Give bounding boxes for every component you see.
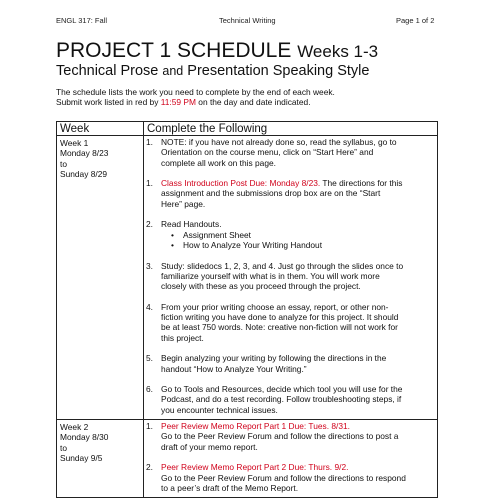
- task-line: Here” page.: [161, 198, 206, 209]
- task-line: Read Handouts.: [161, 219, 222, 230]
- task-line: fiction writing you have done to analyze for this project. It should: [161, 312, 399, 323]
- bullet-icon: •: [171, 239, 174, 250]
- task-line: this project.: [161, 332, 204, 343]
- task-line: Go to Tools and Resources, decide which tool you will use for the: [161, 384, 403, 395]
- task-number: 1.: [146, 137, 153, 147]
- task-line: you encounter technical issues.: [161, 404, 278, 415]
- page-title: [56, 40, 378, 61]
- task-line: Podcast, and do a test recording. Follow troubleshooting steps, if: [161, 394, 402, 405]
- week-label-line: Monday 8/30: [60, 432, 109, 443]
- task-line: Go to the Peer Review Forum and follow the directions to post a: [161, 431, 399, 442]
- task-number: 4.: [146, 301, 153, 312]
- task-text: [161, 353, 435, 374]
- task-item: [146, 302, 435, 343]
- task-text: [161, 261, 435, 292]
- task-text: [161, 384, 435, 415]
- task-line-rest: The directions for this: [320, 178, 403, 189]
- week-label-line: Week 1: [60, 138, 89, 148]
- task-number: 5.: [146, 353, 153, 364]
- bullet-text: How to Analyze Your Writing Handout: [183, 239, 323, 250]
- task-line: closely with these as you proceed through the project.: [161, 281, 361, 292]
- week-label-line: to: [60, 442, 67, 453]
- intro-line-2-end: on the day and date indicated.: [198, 97, 311, 108]
- task-number: 6.: [146, 384, 153, 395]
- task-item: [146, 384, 435, 415]
- task-line: be at least 750 words. Note: creative non-fiction will not work for: [161, 322, 398, 333]
- task-number: 2.: [146, 219, 153, 230]
- week-label-line: Week 2: [60, 422, 89, 433]
- column-header-week: Week: [57, 122, 144, 136]
- task-line: NOTE: if you have not already done so, read the syllabus, go to: [161, 137, 397, 147]
- task-line: Orientation on the course menu, click on “Start Here” and: [161, 147, 374, 158]
- task-item: [146, 178, 435, 209]
- task-number: 1.: [146, 421, 153, 432]
- subtitle-part2: Presentation Speaking Style: [187, 63, 370, 79]
- header-subject: Technical Writing: [219, 16, 276, 25]
- due-date-text: Class Introduction Post Due: Monday 8/23.: [161, 178, 321, 189]
- task-line: complete all work on this page.: [161, 157, 276, 168]
- bullet-icon: •: [171, 229, 174, 240]
- page-subtitle: [56, 64, 369, 79]
- intro-line-2-start: Submit work listed in red by: [56, 97, 159, 108]
- task-text: [161, 462, 435, 493]
- task-line: Study: slidedocs 1, 2, 3, and 4. Just go through the slides once to: [161, 260, 404, 271]
- bullet-item: [171, 230, 435, 240]
- task-number: 2.: [146, 462, 153, 473]
- task-item: [146, 421, 435, 452]
- task-line: [161, 462, 435, 472]
- header-page-number: Page 1 of 2: [396, 16, 435, 25]
- subtitle-part1: Technical Prose: [56, 63, 159, 79]
- title-main: PROJECT 1 SCHEDULE: [56, 39, 292, 62]
- schedule-table: [56, 121, 438, 498]
- task-line: Go to the Peer Review Forum and follow the directions to respond: [161, 472, 406, 483]
- task-line: [161, 421, 435, 431]
- due-date-text: Peer Review Memo Report Part 1 Due: Tues. 8/31.: [161, 421, 350, 432]
- week-1-cell: [57, 136, 144, 420]
- task-text: [161, 178, 435, 209]
- task-number: 3.: [146, 260, 153, 271]
- week-2-cell: [57, 420, 144, 498]
- task-text: [161, 219, 435, 250]
- task-text: [161, 137, 435, 168]
- week-2-tasks: [144, 420, 438, 498]
- task-line: to a peer’s draft of the Memo Report.: [161, 482, 299, 493]
- table-row: [57, 136, 438, 420]
- week-label-line: Monday 8/23: [60, 148, 109, 159]
- task-line: Begin analyzing your writing by following the directions in the: [161, 353, 387, 364]
- intro-deadline-time: 11:59 PM: [160, 97, 196, 108]
- bullet-item: [171, 240, 435, 250]
- table-header-row: [57, 122, 438, 136]
- task-line: [161, 178, 435, 188]
- task-number: 1.: [146, 178, 153, 189]
- task-item: [146, 261, 435, 292]
- bullet-text: Assignment Sheet: [183, 229, 251, 240]
- title-weeks: Weeks 1-3: [297, 42, 379, 61]
- intro-line-1: The schedule lists the work you need to complete by the end of each week.: [56, 87, 335, 97]
- week-label-line: to: [60, 158, 67, 169]
- task-line: handout “How to Analyze Your Writing.”: [161, 363, 307, 374]
- task-item: [146, 353, 435, 374]
- task-text: [161, 421, 435, 452]
- task-item: [146, 462, 435, 493]
- task-line: assignment and the submissions drop box are on the “Start: [161, 188, 381, 199]
- table-row: [57, 420, 438, 498]
- header-course: ENGL 317: Fall: [56, 16, 107, 25]
- task-text: [161, 302, 435, 343]
- subtitle-and: and: [162, 64, 184, 78]
- task-line: draft of your memo report.: [161, 441, 258, 452]
- week-1-tasks: [144, 136, 438, 420]
- task-item: [146, 137, 435, 168]
- due-date-text: Peer Review Memo Report Part 2 Due: Thurs. 9/2.: [161, 462, 349, 473]
- task-line: From your prior writing choose an essay, report, or other non-: [161, 301, 389, 312]
- column-header-tasks: Complete the Following: [144, 122, 438, 136]
- task-item: [146, 219, 435, 250]
- intro-line-2: [56, 97, 335, 107]
- task-line: familiarize yourself with what is in them. You will work more: [161, 270, 380, 281]
- week-label-line: Sunday 9/5: [60, 452, 103, 463]
- intro-text: [56, 87, 335, 108]
- week-label-line: Sunday 8/29: [60, 168, 108, 179]
